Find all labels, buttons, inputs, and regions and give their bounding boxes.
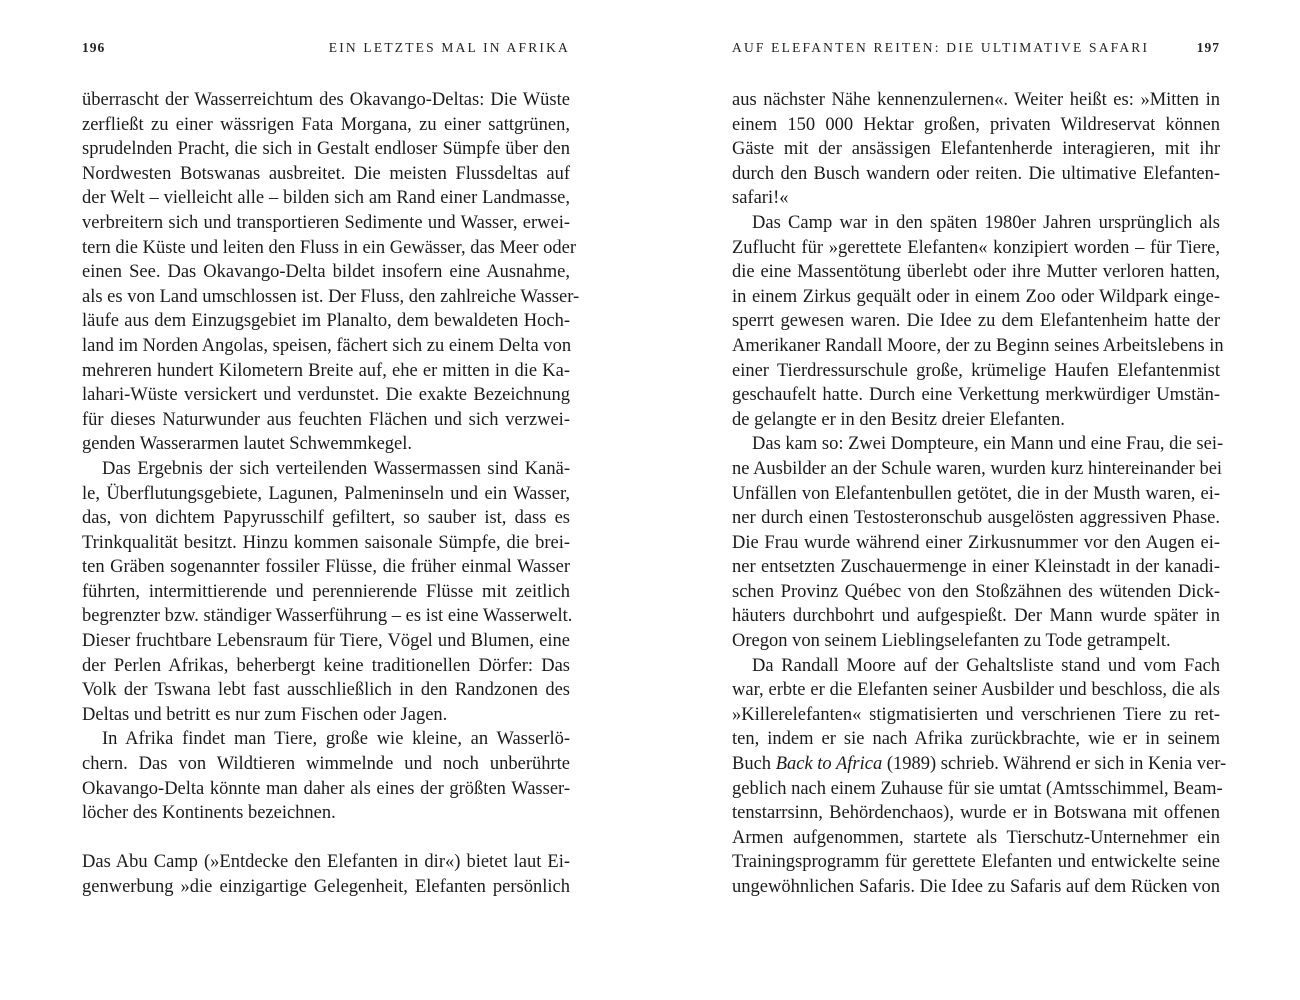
text-line: genwerbung »die einzigartige Gelegenheit, Elefanten persönlich [82,877,570,897]
text-line: ten Gräben sogenannter fossiler Flüsse, die früher einmal Wasser [82,557,570,578]
right-page-body [732,88,1227,900]
book-title: Back to Africa [775,754,883,775]
text-line: Trinkqualität besitzt. Hinzu kommen saisonale Sümpfe, die brei- [82,532,570,553]
text-line: Da Randall Moore auf der Gehaltsliste stand und vom Fach [752,655,1220,676]
text-line: geschaufelt hatte. Durch eine Verkettung merkwürdiger Umstän- [732,385,1220,406]
text-line: Das Ergebnis der sich verteilenden Wassermassen sind Kanä- [102,458,570,479]
page-number: 197 [1196,40,1220,55]
page-number: 196 [82,40,106,55]
text-line: als es von Land umschlossen ist. Der Fluss, den zahlreiche Wasser- [82,286,580,307]
text-line: Armen aufgenommen, startete als Tierschutz-Unternehmer ein [732,827,1220,848]
text-line: ungewöhnlichen Safaris. Die Idee zu Safaris auf dem Rücken von [732,877,1220,897]
text-line: begrenzter bzw. ständiger Wasserführung – es ist eine Wasserwelt. [82,606,573,627]
text-line: tenstarrsinn, Behördenchaos), wurde er in Botswana mit offenen [732,803,1220,824]
text-line: für dieses Naturwunder aus feuchten Flächen und sich verzwei- [82,409,570,430]
text-line: chern. Das von Wildtieren wimmelnde und noch unberührte [82,754,570,775]
text-line: in einem Zirkus gequält oder in einem Zoo oder Wildpark einge- [732,286,1220,307]
text-line: überrascht der Wasserreichtum des Okavango-Deltas: Die Wüste [82,90,570,110]
text-line: ner durch einen Testosteronschub ausgelösten aggressiven Phase. [732,508,1220,529]
text-line: der Perlen Afrikas, beherbergt keine traditionellen Dörfer: Das [82,655,570,676]
text-line: ne Ausbilder an der Schule waren, wurden kurz hintereinander bei [732,458,1223,479]
text-line: de gelangte er in den Besitz dreier Elefanten. [732,409,1065,430]
text-line: Das Abu Camp (»Entdecke den Elefanten in dir«) bietet laut Ei- [82,852,570,873]
text-line: Das Camp war in den späten 1980er Jahren ursprünglich als [752,212,1220,233]
text-line: Volk der Tswana lebt fast ausschließlich in den Randzonen des [82,680,570,701]
right-page-header [732,40,1220,62]
text-line: sperrt gewesen waren. Die Idee zu dem Elefantenheim hatte der [732,311,1220,332]
text-line: lahari-Wüste versickert und verdunstet. Die exakte Bezeichnung [82,385,570,406]
text-line: ten, indem er sie nach Afrika zurückbrachte, wie er in seinem [732,729,1220,750]
text-line: einem 150 000 Hektar großen, privaten Wildreservat können [732,114,1220,135]
text-line: mehreren hundert Kilometern Breite auf, ehe er mitten in die Ka- [82,360,570,381]
text-line: einen See. Das Okavango-Delta bildet insofern eine Ausnahme, [82,262,570,283]
text-line: le, Überflutungsgebiete, Lagunen, Palmeninseln und ein Wasser, [82,483,570,504]
text-line: war, erbte er die Elefanten seiner Ausbilder und beschloss, die als [732,680,1220,701]
text-line: zerfließt zu einer wässrigen Fata Morgana, zu einer sattgrünen, [82,114,570,135]
running-head: AUF ELEFANTEN REITEN: DIE ULTIMATIVE SAFARI [732,40,1150,55]
text-line: land im Norden Angolas, speisen, fächert sich zu einem Delta von [82,335,572,356]
text-line: Die Frau wurde während einer Zirkusnummer vor den Augen ei- [732,532,1220,553]
text-line: tern die Küste und leiten den Fluss in ein Gewässer, das Meer oder [82,237,577,258]
text-line: Dieser fruchtbare Lebensraum für Tiere, Vögel und Blumen, eine [82,631,570,652]
text-line: aus nächster Nähe kennenzulernen«. Weiter heißt es: »Mitten in [732,90,1220,110]
text-line: genden Wasserarmen lautet Schwemmkegel. [82,434,413,455]
text-fragment: (1989) schrieb. Während er sich in Kenia ver- [882,754,1227,775]
right-page [650,0,1300,1000]
section-break [82,826,570,851]
text-line: durch den Busch wandern oder reiten. Die ultimative Elefanten- [732,163,1220,184]
text-line: einer Tierdressurschule große, krümelige Haufen Elefantenmist [732,360,1220,381]
text-fragment: Buch [732,754,776,775]
text-line: Amerikaner Randall Moore, der zu Beginn seines Arbeitslebens in [732,335,1224,356]
left-page-header [82,40,570,62]
text-line: schen Provinz Québec von den Stoßzähnen des wütenden Dick- [732,581,1220,602]
text-line: Nordwesten Botswanas ausbreitet. Die meisten Flussdeltas auf [82,163,570,184]
text-line: Deltas und betritt es nur zum Fischen oder Jagen. [82,704,448,725]
text-line: »Killerelefanten« stigmatisierten und verschrienen Tiere zu ret- [732,704,1220,725]
text-line: die eine Massentötung überlebt oder ihre Mutter verloren hatten, [732,262,1220,283]
text-line: In Afrika findet man Tiere, große wie kleine, an Wasserlö- [102,729,570,750]
text-line: Das kam so: Zwei Dompteure, ein Mann und eine Frau, die sei- [752,434,1224,455]
text-line: sprudelnden Pracht, die sich in Gestalt endloser Sümpfe über den [82,139,570,160]
text-line: das, von dichtem Papyrusschilf gefiltert, so sauber ist, dass es [82,508,570,529]
text-line: Okavango-Delta könnte man daher als eines der größten Wasser- [82,778,570,799]
text-line: geblich nach einem Zuhause für sie umtat (Amtsschimmel, Beam- [732,778,1223,799]
text-line: Zuflucht für »gerettete Elefanten« konzipiert worden – für Tiere, [732,237,1220,258]
text-line: Gäste mit der ansässigen Elefantenherde interagieren, mit ihr [732,139,1220,160]
text-line: löcher des Kontinents bezeichnen. [82,803,336,824]
text-line: Oregon von seinem Lieblingselefanten zu Tode getrampelt. [732,631,1171,652]
text-line: führten, intermittierende und perennierende Flüsse mit zeitlich [82,581,570,602]
text-line: verbreitern sich und transportieren Sedimente und Wasser, erwei- [82,212,570,233]
running-head: EIN LETZTES MAL IN AFRIKA [328,40,570,55]
text-line: läufe aus dem Einzugsgebiet im Planalto, dem bewaldeten Hoch- [82,311,570,332]
text-line: ner entsetzten Zuschauermenge in einer Kleinstadt in der kanadi- [732,557,1220,578]
text-line-mixed [732,752,1227,777]
text-line: der Welt – vielleicht alle – bilden sich am Rand einer Landmasse, [82,188,570,209]
text-line: häuters durchbohrt und aufgespießt. Der Mann wurde später in [732,606,1220,627]
text-line: Trainingsprogramm für gerettete Elefanten und entwickelte seine [732,852,1220,873]
text-line: Unfällen von Elefantenbullen getötet, die in der Musth waren, ei- [732,483,1220,504]
text-line: safari!« [732,188,789,209]
left-page-body [82,88,580,900]
